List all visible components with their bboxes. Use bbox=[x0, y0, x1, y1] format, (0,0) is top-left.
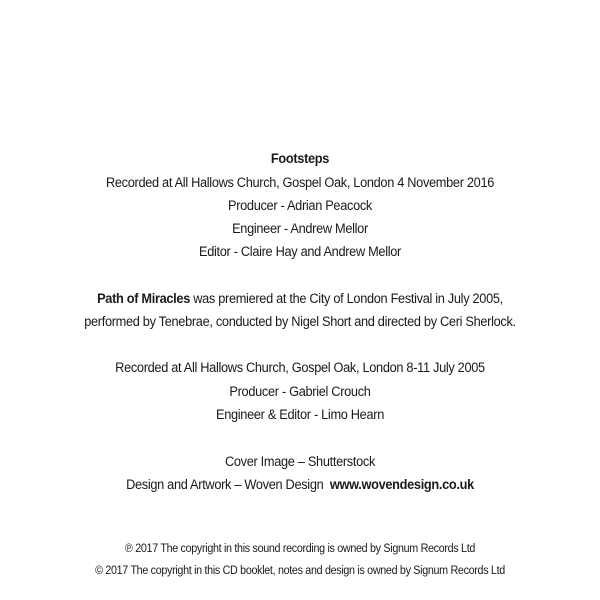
design-credit bbox=[30, 476, 570, 494]
cover-image-credit: Cover Image – Shutterstock bbox=[224, 454, 376, 470]
footsteps-engineer: Engineer - Andrew Mellor bbox=[232, 221, 368, 237]
path-of-miracles-engineer-editor: Engineer & Editor - Limo Hearn bbox=[216, 407, 384, 423]
premiere-text: was premiered at the City of London Festival in July 2005, bbox=[190, 291, 503, 307]
design-label: Design and Artwork – Woven Design bbox=[126, 477, 324, 493]
path-of-miracles-recorded: Recorded at All Hallows Church, Gospel Oak, London 8-11 July 2005 bbox=[115, 360, 485, 376]
footsteps-title: Footsteps bbox=[270, 151, 330, 167]
booklet-copyright: © 2017 The copyright in this CD booklet, notes and design is owned by Signum Records Ltd bbox=[95, 563, 505, 577]
footsteps-editor: Editor - Claire Hay and Andrew Mellor bbox=[199, 244, 401, 260]
phonographic-copyright: ℗ 2017 The copyright in this sound recording is owned by Signum Records Ltd bbox=[124, 541, 476, 555]
footsteps-producer: Producer - Adrian Peacock bbox=[227, 198, 372, 214]
path-of-miracles-title: Path of Miracles bbox=[97, 291, 191, 307]
path-of-miracles-producer: Producer - Gabriel Crouch bbox=[229, 384, 371, 400]
path-of-miracles-premiere bbox=[30, 290, 570, 308]
path-of-miracles-performed: performed by Tenebrae, conducted by Nigel Short and directed by Ceri Sherlock. bbox=[84, 314, 516, 330]
footsteps-recorded: Recorded at All Hallows Church, Gospel Oak, London 4 November 2016 bbox=[105, 175, 495, 191]
design-url: www.wovendesign.co.uk bbox=[329, 477, 474, 493]
